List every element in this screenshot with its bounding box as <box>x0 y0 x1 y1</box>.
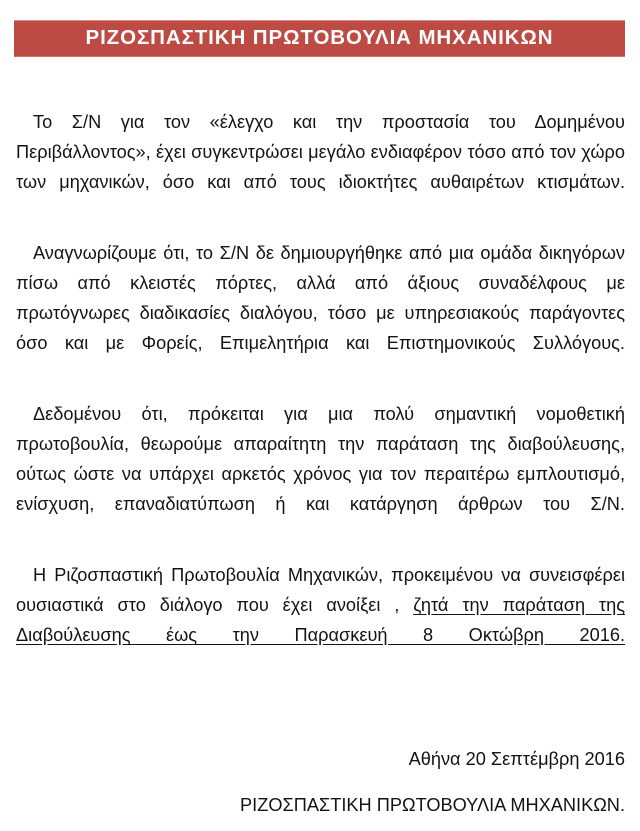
document-footer <box>16 744 625 820</box>
paragraph-2: Αναγνωρίζουμε ότι, το Σ/Ν δε δημιουργήθηκε από μια ομάδα δικηγόρων πίσω από κλειστές πόρτες, αλλά από άξιους συναδέλφους με πρωτόγνωρες διαδικασίες διαλόγου, τόσο με υπηρεσιακούς παράγοντες όσο και με Φορείς, Επιμελητήρια και Επιστημονικούς Συλλόγους. <box>16 243 625 353</box>
header-banner-title: ΡΙΖΟΣΠΑΣΤΙΚΗ ΠΡΩΤΟΒΟΥΛΙΑ ΜΗΧΑΝΙΚΩΝ <box>85 25 554 49</box>
footer-organization: ΡΙΖΟΣΠΑΣΤΙΚΗ ΠΡΩΤΟΒΟΥΛΙΑ ΜΗΧΑΝΙΚΩΝ. <box>240 795 625 815</box>
document-body <box>16 107 625 680</box>
paragraph-1: Το Σ/Ν για τον «έλεγχο και την προστασία του Δομημένου Περιβάλλοντος», έχει συγκεντρώσει μεγάλο ενδιαφέρον τόσο από τον χώρο των μηχανικών, όσο και από τους ιδιοκτήτες αυθαιρέτων κτισμάτων. <box>16 112 625 192</box>
paragraph-3: Δεδομένου ότι, πρόκειται για μια πολύ σημαντική νομοθετική πρωτοβουλία, θεωρούμε απαραίτητη την παράταση της διαβούλευσης, ούτως ώστε να υπάρχει αρκετός χρόνος για τον περαιτέρω εμπλουτισμό, ενίσχυση, επαναδιατύπωση ή και κατάργηση άρθρων του Σ/Ν. <box>16 404 625 514</box>
paragraph-4 <box>16 560 625 680</box>
footer-date: Αθήνα 20 Σεπτέμβρη 2016 <box>408 749 625 769</box>
paragraph-4-lead: Η Ριζοσπαστική Πρωτοβουλία Μηχανικών, προκειμένου να συνεισφέρει ουσιαστικά στο διάλογο που έχει ανοίξει , <box>16 565 625 615</box>
header-banner <box>14 20 625 57</box>
paragraph-4-underlined-request: ζητά την παράταση της Διαβούλευσης έως την Παρασκευή 8 Οκτώβρη 2016. <box>16 595 625 645</box>
